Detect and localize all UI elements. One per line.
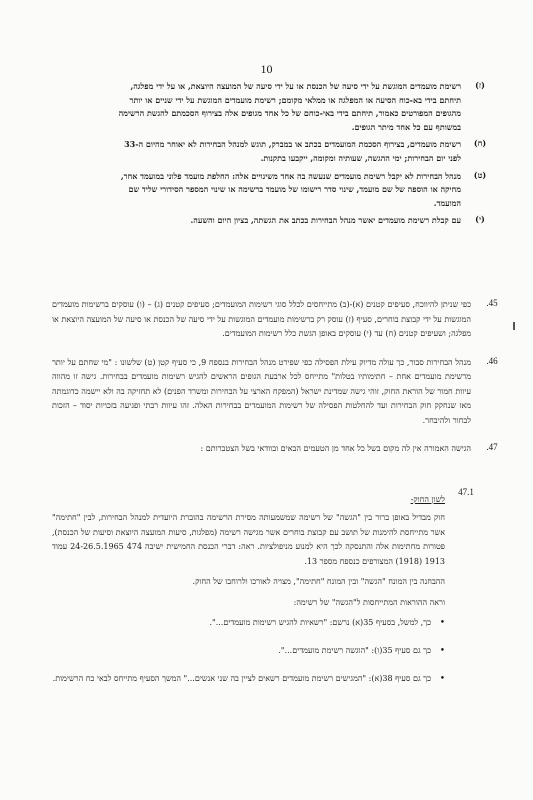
paragraph-number: 47. xyxy=(486,442,498,452)
list-item xyxy=(52,644,445,658)
subsection-heading xyxy=(52,487,474,504)
bullet-dot: • xyxy=(439,674,445,684)
quoted-law-clauses xyxy=(118,80,487,232)
clause-label: (ט) xyxy=(473,169,487,180)
clause-text: רשימת מועמדים המוגשת על ידי סיעה של הכנסת או על ידי סיעה של המועצה היוצאת, או על ידי מפלגה, תיחתם בידי בא-כוח הסיעה או המפלגה או ממלאי מקומם; רשימת מועמדים המוגשת על ידי שניים או יותר מהגופים המפורטים כאמור, תיחתם בידי באי-כוחם של כל אחד מגופים אלה בצירוף הסכמתם להגשת הרשימה במשותף עם כל אחד מיתר הגופים. xyxy=(118,81,461,132)
paragraph-text: הגישה האמורה אין לה מקום בשל כל אחד מן הטעמים הבאים ובוודאי בשל הצטברותם : xyxy=(200,444,471,453)
paragraph-46 xyxy=(52,355,498,429)
paragraph-text: כפי שניתן להיווכח, סעיפים קטנים (א)-(ב) מתייחסים לכלל סוגי רשימות המועמדים; סעיפים קטנים (ג) – (ו) עוסקים ברשימות מועמדים המוגשות על ידי קבוצת בוחרים, סעיף (ז) עוסק רק ברשימות מועמדים המוגשות על ידי סיעה של הכנסת או סיעה של המועצה היוצאת או מפלגה; ושעיפים קטנים (ח) עד (י) עוסקים באופן הגשת כלל רשימות המועמדים. xyxy=(52,300,471,338)
paragraph-number: 46. xyxy=(486,355,498,366)
subsection-paragraph: חוק מבדיל באופן ברור בין "הגשה" של רשימה שמשמעותה מסירת הרשימה בהוברת היועדית למנהל הבחירות, לבין "חתימה" אשר מתייחסת להימנות של תושב עם קבוצת בוחרים אשר מגישה רשימה (מפלגות, סיעות המועצה היוצאת וסיעות של הכנסת), פטורות מחתימות אלה והתנסקה לכך היא למנוע מניפולציות. ראה: דברי הכנסת החמישית ישיבה 474 24-26.5.1965 עמוד 1913 (1918) המצורפים כנספח מספר 13. xyxy=(52,513,445,566)
subsection-number: 47.1 xyxy=(458,487,474,497)
numbered-paragraphs xyxy=(52,298,498,471)
list-item-text: כך גם סעיף 38(א): "המגישים רשימת מועמדים רשאים לציין בה שני אנשים..." המשך הסעיף מתייחס לבאי כח הרשימות. xyxy=(52,674,431,683)
clause-text: רשימת מועמדים, בצירוף הסכמת המועמדים בכתב או במברק, תוגש למנהל הבחירות לא יאוחר מהיום ה-33 לפני יום הבחירות; ימי ההגשה, שעותיה ומקומה, ייקבעו בתקנות. xyxy=(124,139,461,163)
margin-mark xyxy=(513,322,515,330)
subsection-paragraph: ההבחנה בין המונח "הגשה" ובין המונח "חתימה", מצויה לאורכו ולרוחבו של החוק. xyxy=(192,577,445,586)
clause-y xyxy=(118,214,485,228)
clause-text: עם קבלת רשימת מועמדים יאשר מנהל הבחירות בכתב את הגשתה, בציון היום והשעה. xyxy=(190,215,461,226)
paragraph-45 xyxy=(52,298,498,342)
clause-h xyxy=(118,138,487,165)
bullet-list xyxy=(52,616,445,686)
subsection-paragraph: וראה ההוראות המתייחסות ל"הגשה" של רשימה: xyxy=(293,597,445,607)
subsection-title: לשון החוק- xyxy=(410,495,445,504)
paragraph-text: מנהל הבחירות סבור, כך עולה מדיוק עילת הפסילה כפי שפירט מנהל הבחירות בנספח 9, כי סעיף קטן (ט) שלשונו : "מי שחתם על יותר מרשימת מועמדים אחת – חתימותיו בטלות" מתייחס לכל ארבעת הגופים הראשים להגיש רשימות מועמדים בבחירות. גישה זו מהווה עיוות חמור של הוראת החוק, זוהי גישה שמדינת ישראל (המפקח הארצי על הבחירות ומשרד הפנים) לא תחזיקה בה ולא יישמה כדוגמתה מאז שנחקק חוק הבחירות ועד להחלטות הפסילה של רשימות המועמדים בבחירות האלה. זהו עיוות רבתי ופגיעה בזכויות יסוד – הזכות לבחור ולהיבחר. xyxy=(52,357,472,425)
bullet-dot: • xyxy=(439,646,445,656)
page-number: 10 xyxy=(260,62,273,76)
list-item xyxy=(52,616,445,630)
bullet-dot: • xyxy=(439,618,445,628)
clause-z xyxy=(118,80,485,134)
paragraph-47 xyxy=(52,442,498,457)
list-item-text: כך גם סעיף 35(ו): "הוגשה רשימת מועמדים...". xyxy=(278,646,431,655)
list-item-text: כך, למשל, בסעיף 35(א) נרשם: "רשאיות להגיש רשימות מועמדים...". xyxy=(209,618,431,627)
paragraph-number: 45. xyxy=(486,298,498,308)
clause-label: (י) xyxy=(475,214,485,225)
subsection-47-1 xyxy=(52,487,474,700)
clause-label: (ז) xyxy=(475,80,485,90)
clause-text: מנהל הבחירות לא יקבל רשימת מועמדים שנעשה בה אחד משינויים אלה: החלפת מועמד פלוני במועמד אחר, מחיקה או הוספה של שם מועמד, שינוי סדר רישומו של מועמד ברשימה או שינוי המספר הסידורי שליד שם המועמד. xyxy=(120,170,461,208)
clause-label: (ח) xyxy=(473,138,487,149)
list-item xyxy=(52,672,445,686)
clause-t xyxy=(118,169,487,211)
